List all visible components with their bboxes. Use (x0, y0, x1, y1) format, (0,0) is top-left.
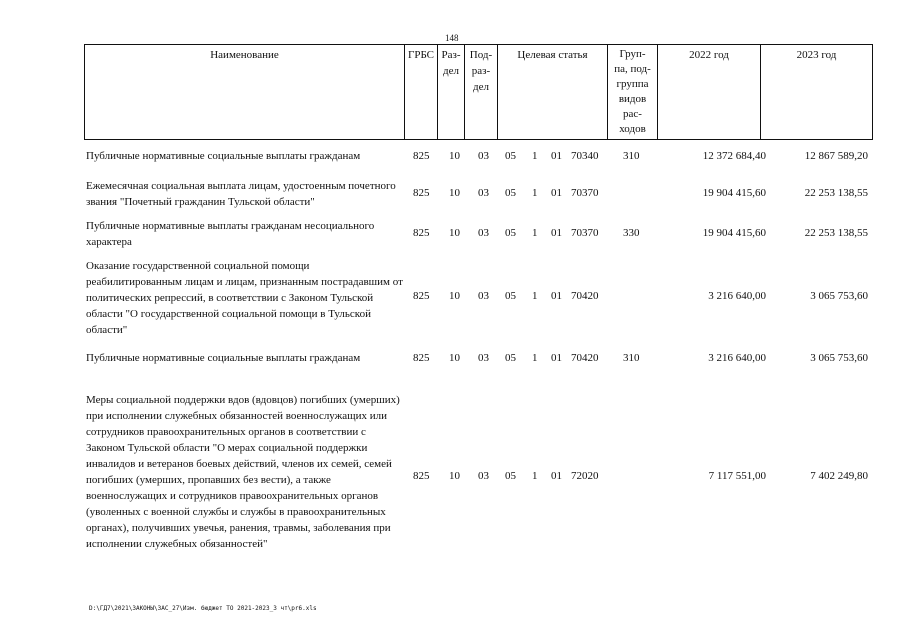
row-target-3: 01 (551, 290, 562, 302)
row-razdel: 10 (449, 150, 460, 162)
row-name: Публичные нормативные выплаты гражданам несоциального характера (86, 220, 375, 248)
header-razdel: Раз- дел (437, 45, 464, 139)
table-header (84, 44, 873, 140)
row-2022: 19 904 415,60 (702, 187, 766, 199)
header-2023: 2023 год (760, 45, 872, 139)
row-target-1: 05 (505, 352, 516, 364)
row-podrazdel: 03 (478, 470, 489, 482)
row-grbs: 825 (413, 352, 430, 364)
header-name: Наименование (210, 49, 279, 61)
row-2023: 22 253 138,55 (804, 227, 868, 239)
row-target-1: 05 (505, 470, 516, 482)
row-target-4: 72020 (571, 470, 599, 482)
row-2023: 12 867 589,20 (804, 150, 868, 162)
row-2022: 12 372 684,40 (702, 150, 766, 162)
row-target-3: 01 (551, 352, 562, 364)
row-target-2: 1 (532, 227, 538, 239)
row-target-2: 1 (532, 150, 538, 162)
row-grbs: 825 (413, 227, 430, 239)
row-grbs: 825 (413, 290, 430, 302)
row-name: Публичные нормативные социальные выплаты гражданам (86, 352, 361, 364)
row-podrazdel: 03 (478, 187, 489, 199)
row-target-4: 70340 (571, 150, 599, 162)
header-grbs: ГРБС (404, 45, 437, 139)
footer-path: D:\ГД7\2021\ЗАКОНЫ\ЗАС_27\Изм. бюджет ТО 2021-2023_3 чт\pr6.xls (89, 605, 317, 612)
row-target-2: 1 (532, 352, 538, 364)
row-target-2: 1 (532, 290, 538, 302)
row-target-3: 01 (551, 227, 562, 239)
row-2022: 3 216 640,00 (708, 352, 766, 364)
row-podrazdel: 03 (478, 352, 489, 364)
row-2022: 7 117 551,00 (708, 470, 766, 482)
row-target-1: 05 (505, 290, 516, 302)
row-target-4: 70370 (571, 187, 599, 199)
row-2022: 19 904 415,60 (702, 227, 766, 239)
row-group: 310 (623, 352, 640, 364)
row-2023: 3 065 753,60 (810, 352, 868, 364)
row-2023: 7 402 249,80 (810, 470, 868, 482)
row-group: 330 (623, 227, 640, 239)
row-target-3: 01 (551, 150, 562, 162)
header-target: Целевая статья (497, 45, 607, 139)
row-target-2: 1 (532, 470, 538, 482)
row-group: 310 (623, 150, 640, 162)
row-grbs: 825 (413, 187, 430, 199)
page-number: 148 (445, 33, 459, 43)
header-podrazdel: Под- раз- дел (464, 45, 497, 139)
row-target-1: 05 (505, 227, 516, 239)
row-grbs: 825 (413, 470, 430, 482)
row-grbs: 825 (413, 150, 430, 162)
header-2022: 2022 год (657, 45, 760, 139)
row-razdel: 10 (449, 187, 460, 199)
row-name: Ежемесячная социальная выплата лицам, удостоенным почетного звания "Почетный гражданин Тульской области" (86, 180, 396, 208)
row-razdel: 10 (449, 352, 460, 364)
row-name: Оказание государственной социальной помощи реабилитированным лицам и лицам, признанным пострадавшим от политических репрессий, в соответствии с Законом Тульской области "О государственной социальной помощи в Тульской области" (86, 260, 403, 336)
row-target-1: 05 (505, 150, 516, 162)
row-razdel: 10 (449, 290, 460, 302)
row-target-3: 01 (551, 187, 562, 199)
row-target-4: 70420 (571, 352, 599, 364)
row-podrazdel: 03 (478, 227, 489, 239)
row-target-1: 05 (505, 187, 516, 199)
row-target-4: 70370 (571, 227, 599, 239)
row-target-3: 01 (551, 470, 562, 482)
row-podrazdel: 03 (478, 150, 489, 162)
row-2022: 3 216 640,00 (708, 290, 766, 302)
row-name: Публичные нормативные социальные выплаты гражданам (86, 150, 361, 162)
row-razdel: 10 (449, 227, 460, 239)
row-target-4: 70420 (571, 290, 599, 302)
row-2023: 22 253 138,55 (804, 187, 868, 199)
row-target-2: 1 (532, 187, 538, 199)
row-podrazdel: 03 (478, 290, 489, 302)
row-name: Меры социальной поддержки вдов (вдовцов) погибших (умерших) при исполнении служебных обязанностей военнослужащих или сотрудников правоохранительных органов в соответствии с Законом Тульской области "О мерах социальной поддержки инвалидов и ветеранов боевых действий, членов их семей, семей погибших (умерших, пропавших без вести), а также военнослужащих и сотрудников правоохранительных органов (уволенных с военной службы и службы в правоохранительных органах), получивших увечья, ранения, травмы, заболевания при исполнении служебных обязанностей" (86, 394, 400, 550)
row-2023: 3 065 753,60 (810, 290, 868, 302)
header-group: Груп- па, под- группа видов рас- ходов (607, 45, 657, 139)
row-razdel: 10 (449, 470, 460, 482)
